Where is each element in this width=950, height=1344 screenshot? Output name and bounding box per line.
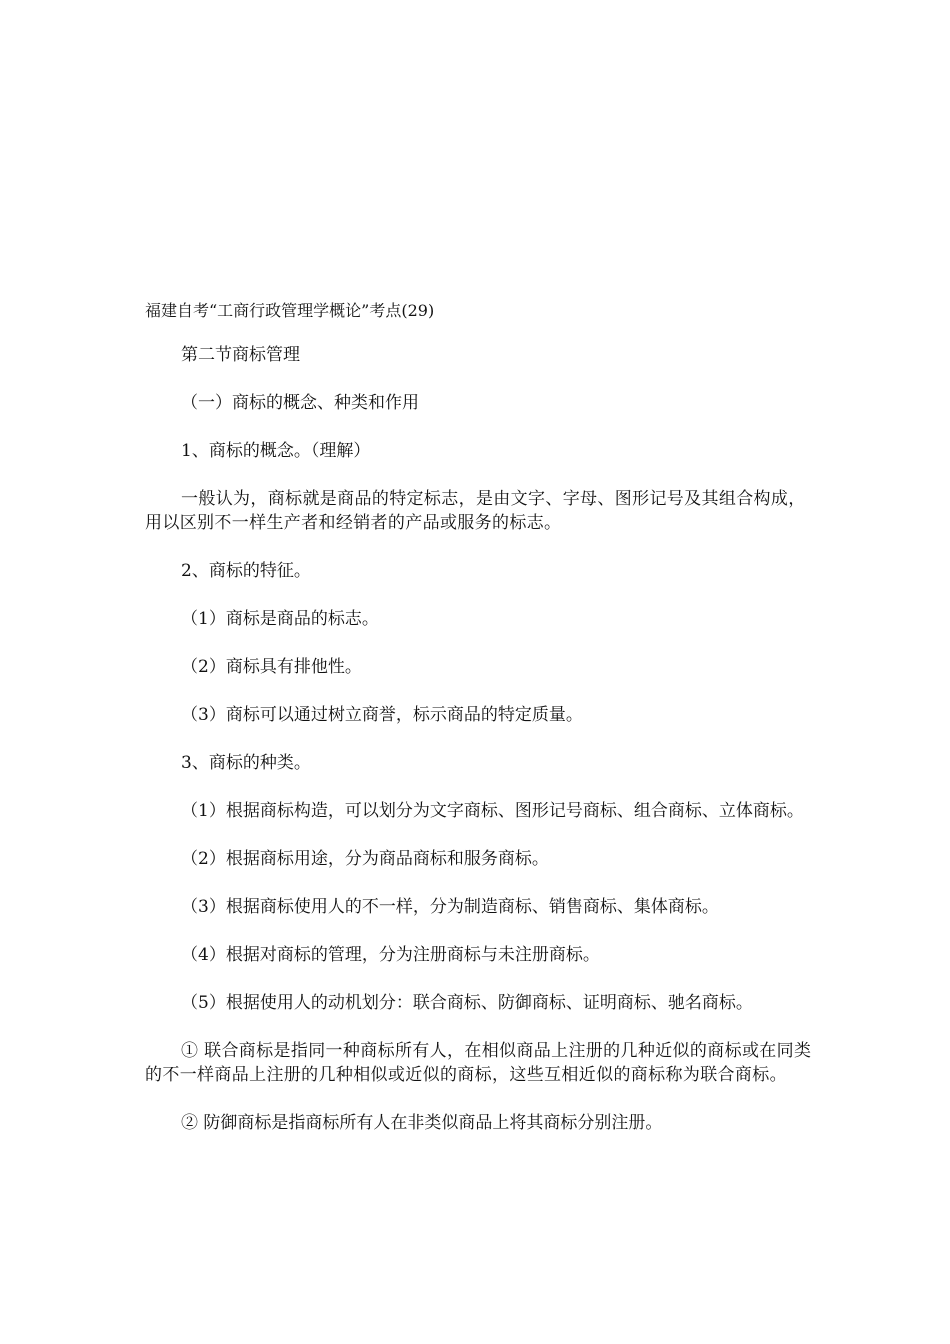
type-item-5: （5）根据使用人的动机划分：联合商标、防御商标、证明商标、驰名商标。 xyxy=(181,993,753,1013)
type-item-3: （3）根据商标使用人的不一样，分为制造商标、销售商标、集体商标。 xyxy=(181,897,719,917)
document-body xyxy=(145,300,815,1159)
section-heading: 第二节商标管理 xyxy=(181,345,300,365)
type-item-2: （2）根据商标用途，分为商品商标和服务商标。 xyxy=(181,849,549,869)
item-heading-features: 2、商标的特征。 xyxy=(181,561,311,581)
feature-item-2: （2）商标具有排他性。 xyxy=(181,657,362,677)
paragraph-definition: 一般认为，商标就是商品的特定标志，是由文字、字母、图形记号及其组合构成，用以区别不一样生产者和经销者的产品或服务的标志。 xyxy=(145,489,806,533)
item-heading-types: 3、商标的种类。 xyxy=(181,753,311,773)
feature-item-1: （1）商标是商品的标志。 xyxy=(181,609,379,629)
subsection-heading: （一）商标的概念、种类和作用 xyxy=(181,393,419,413)
item-heading-concept: 1、商标的概念。（理解） xyxy=(181,441,371,461)
paragraph-defensive-trademark: ② 防御商标是指商标所有人在非类似商品上将其商标分别注册。 xyxy=(181,1113,663,1133)
feature-item-3: （3）商标可以通过树立商誉，标示商品的特定质量。 xyxy=(181,705,583,725)
type-item-4: （4）根据对商标的管理，分为注册商标与未注册商标。 xyxy=(181,945,600,965)
paragraph-joint-trademark: ① 联合商标是指同一种商标所有人，在相似商品上注册的几种近似的商标或在同类的不一样商品上注册的几种相似或近似的商标，这些互相近似的商标称为联合商标。 xyxy=(145,1041,812,1085)
type-item-1: （1）根据商标构造，可以划分为文字商标、图形记号商标、组合商标、立体商标。 xyxy=(181,801,804,821)
document-title: 福建自考“工商行政管理学概论”考点(29) xyxy=(145,301,435,320)
